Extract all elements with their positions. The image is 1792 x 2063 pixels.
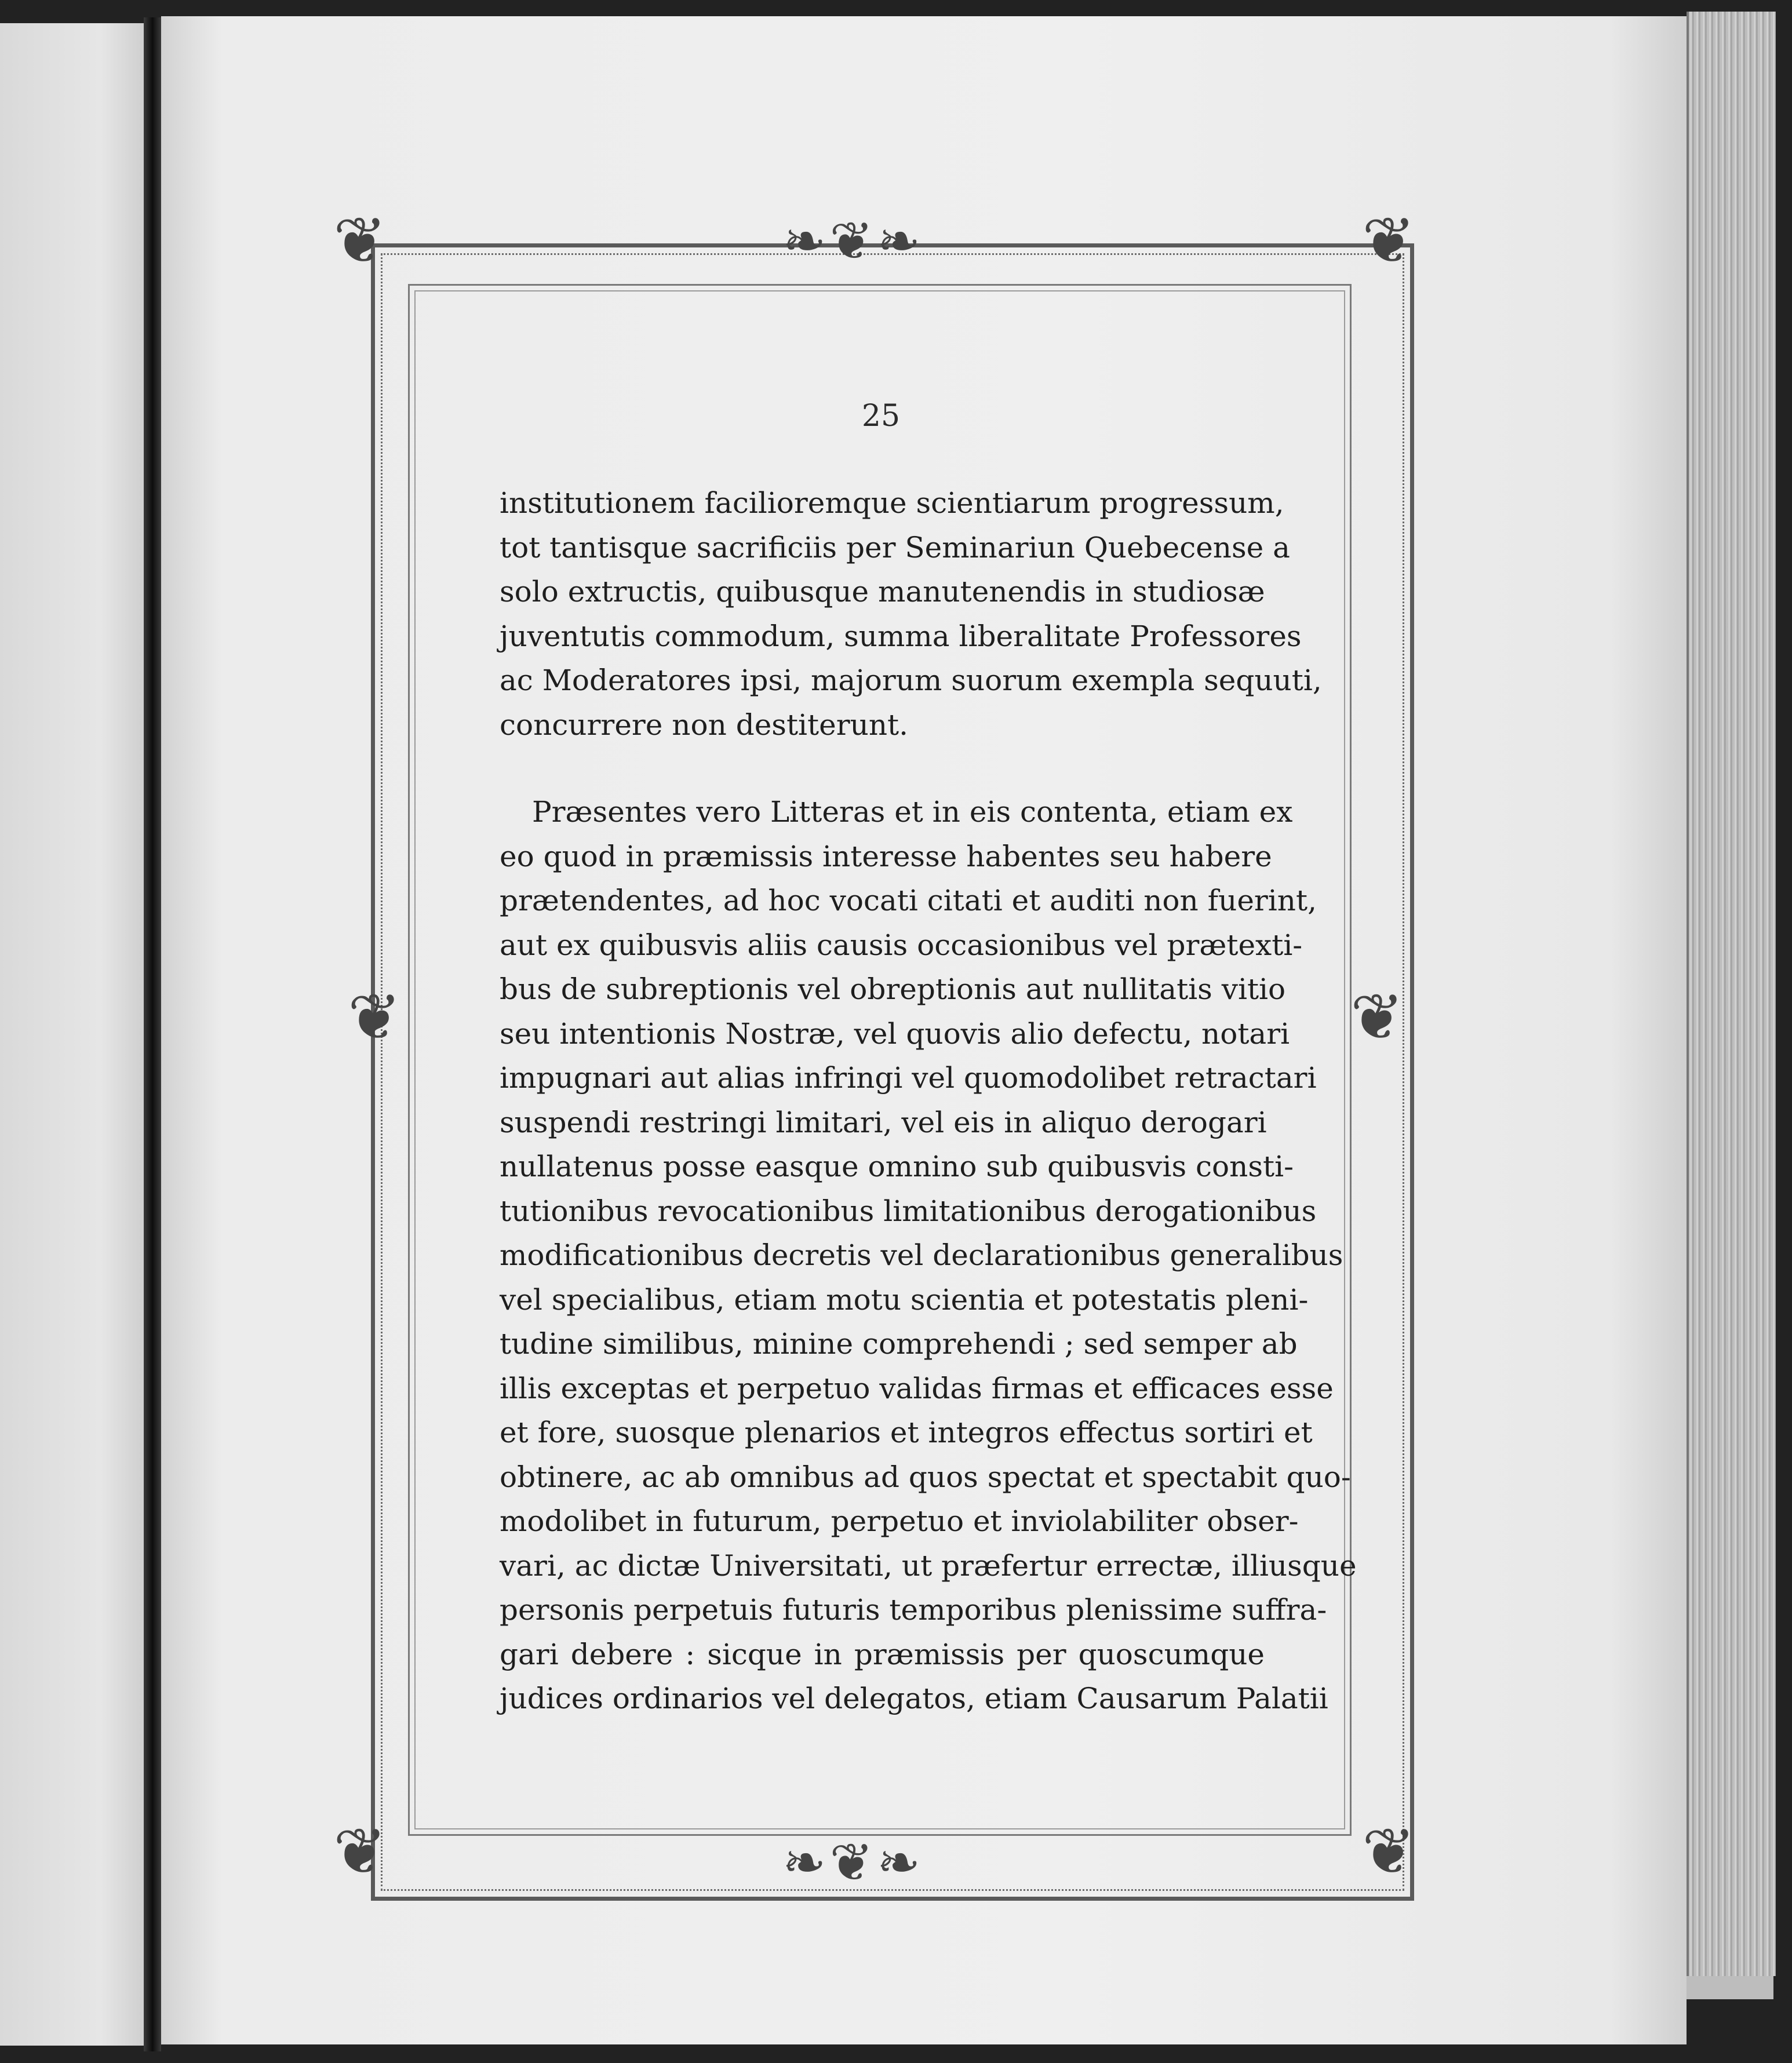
text-line: juventutis commodum, summa liberalitate Professores [500,619,1302,653]
paragraph-gap [500,747,1265,790]
text-line: gari debere : sicque in præmissis per quoscumque [500,1637,1265,1671]
text-line: modificationibus decretis vel declarationibus generalibus [500,1238,1343,1272]
text-line: ac Moderatores ipsi, majorum suorum exempla sequuti, [500,664,1322,697]
text-line: institutionem facilioremque scientiarum progressum, [500,486,1284,520]
page-edges [1687,12,1776,1976]
text-line: tutionibus revocationibus limitationibus derogationibus [500,1194,1317,1228]
right-side-ornament: ❦ [1350,980,1404,1054]
text-line: eo quod in præmissis interesse habentes seu habere [500,839,1272,873]
text-line: tot tantisque sacrificiis per Seminariun Quebecense a [500,530,1290,564]
text-line: modolibet in futurum, perpetuo et inviolabiliter obser- [500,1504,1299,1538]
left-side-ornament: ❦ [348,980,402,1054]
text-line: impugnari aut alias infringi vel quomodolibet retractari [500,1061,1317,1095]
body-text [500,481,1357,1721]
text-line: judices ordinarios vel delegatos, etiam Causarum Palatii [500,1682,1328,1715]
left-facing-page [0,23,144,2046]
text-line: solo extructis, quibusque manutenendis in studiosæ [500,575,1265,608]
text-line: et fore, suosque plenarios et integros effectus sortiri et [500,1416,1313,1449]
text-line: prætendentes, ad hoc vocati citati et auditi non fuerint, [500,884,1317,917]
text-line: Præsentes vero Litteras et in eis contenta, etiam ex [532,795,1293,829]
bottom-center-ornament: ❧❦❧ [782,1832,924,1893]
page-number: 25 [861,399,901,433]
text-line: bus de subreptionis vel obreptionis aut nullitatis vitio [500,972,1286,1006]
text-line: personis perpetuis futuris temporibus plenissime suffra- [500,1593,1327,1627]
corner-ornament-bottom-left: ❦ [333,1814,387,1889]
text-line: concurrere non destiterunt. [500,708,909,742]
paragraph-2 [500,790,1357,1721]
top-center-ornament: ❧❦❧ [782,211,924,272]
text-line: seu intentionis Nostræ, vel quovis alio defectu, notari [500,1016,1290,1051]
book-gutter [144,17,161,2051]
text-line: illis exceptas et perpetuo validas firmas et efficaces esse [500,1371,1334,1405]
paragraph-1 [500,481,1322,747]
text-line: nullatenus posse easque omnino sub quibusvis consti- [500,1150,1294,1183]
page-edges-bottom [1687,1976,1773,1999]
text-line: vari, ac dictæ Universitati, ut præfertur errectæ, illiusque [500,1548,1357,1583]
corner-ornament-top-left: ❦ [333,203,387,278]
corner-ornament-bottom-right: ❦ [1362,1814,1416,1889]
text-line: obtinere, ac ab omnibus ad quos spectat et spectabit quo- [500,1460,1351,1494]
text-line: vel specialibus, etiam motu scientia et potestatis pleni- [500,1282,1309,1317]
text-line: aut ex quibusvis aliis causis occasionibus vel prætexti- [500,928,1303,962]
corner-ornament-top-right: ❦ [1362,203,1416,278]
text-line: tudine similibus, minine comprehendi ; sed semper ab [500,1327,1298,1361]
text-line: suspendi restringi limitari, vel eis in aliquo derogari [500,1105,1267,1139]
